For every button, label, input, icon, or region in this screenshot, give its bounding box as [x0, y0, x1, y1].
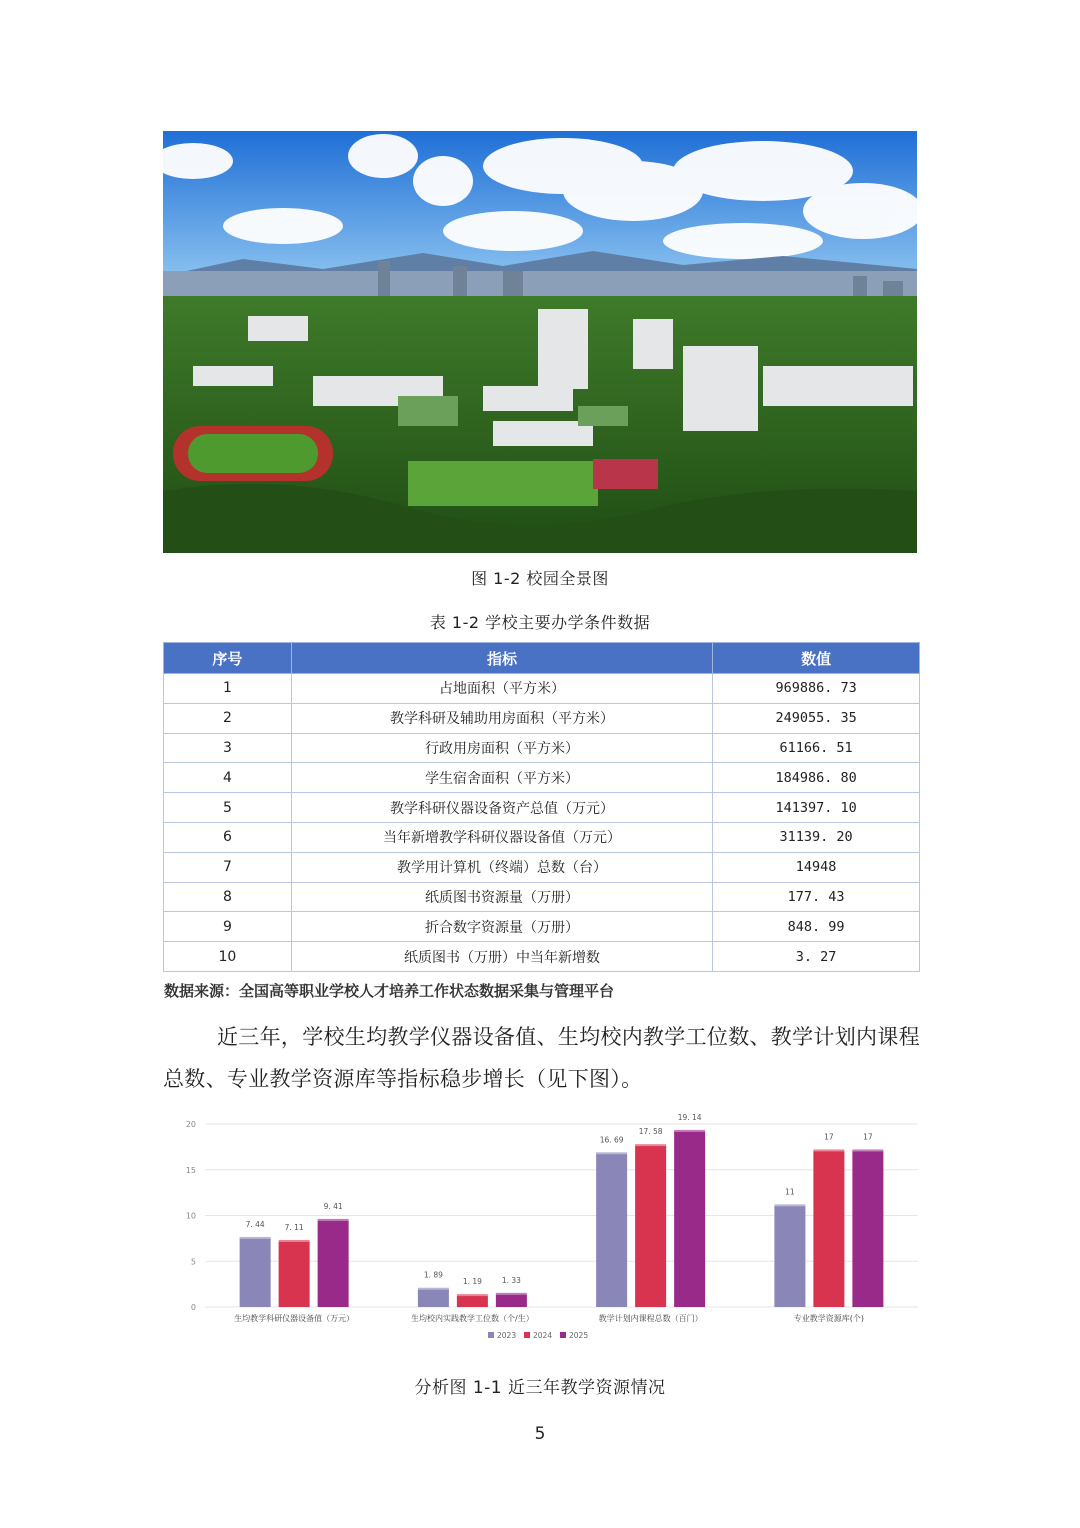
table-row — [164, 852, 920, 882]
header-index: 序号 — [164, 643, 292, 674]
bar-value-label: 7. 44 — [245, 1219, 265, 1229]
campus-panorama-photo — [163, 131, 917, 553]
cell-index: 7 — [164, 852, 292, 882]
bar — [774, 1206, 805, 1307]
table-row — [164, 912, 920, 942]
legend-swatch — [524, 1332, 530, 1338]
table-row — [164, 733, 920, 763]
cell-indicator: 占地面积（平方米） — [291, 674, 712, 704]
cell-value: 184986. 80 — [713, 763, 920, 793]
cell-index: 4 — [164, 763, 292, 793]
cell-value: 177. 43 — [713, 882, 920, 912]
bar-value-label: 17 — [824, 1132, 834, 1142]
bar-top — [813, 1149, 844, 1152]
legend-label: 2024 — [533, 1331, 553, 1340]
cell-indicator: 折合数字资源量（万册） — [291, 912, 712, 942]
x-category-label: 生均校内实践教学工位数（个/生） — [411, 1314, 534, 1323]
table-row — [164, 793, 920, 823]
cell-value: 141397. 10 — [713, 793, 920, 823]
cell-value: 848. 99 — [713, 912, 920, 942]
bar — [457, 1296, 488, 1307]
bar — [496, 1295, 527, 1307]
chart-caption: 分析图 1-1 近三年教学资源情况 — [414, 1378, 666, 1398]
bar-top — [418, 1288, 449, 1291]
cell-indicator: 教学用计算机（终端）总数（台） — [291, 852, 712, 882]
y-tick-label: 0 — [190, 1303, 196, 1312]
table-row — [164, 674, 920, 704]
legend-label: 2023 — [497, 1331, 517, 1340]
y-tick-label: 10 — [185, 1211, 196, 1221]
cell-index: 5 — [164, 793, 292, 823]
school-conditions-table — [163, 642, 920, 972]
cell-value: 61166. 51 — [713, 733, 920, 763]
x-category-label: 教学计划内课程总数（百门） — [598, 1314, 703, 1323]
bar — [596, 1154, 627, 1307]
bar — [279, 1242, 310, 1307]
cell-indicator: 行政用房面积（平方米） — [291, 733, 712, 763]
bar-top — [496, 1293, 527, 1296]
x-category-label: 专业教学资源库(个) — [793, 1314, 864, 1323]
table-header-row — [164, 643, 920, 674]
bar-top — [674, 1130, 705, 1133]
bar-top — [774, 1204, 805, 1207]
bar — [635, 1146, 666, 1307]
cell-index: 1 — [164, 674, 292, 704]
bar-value-label: 17 — [863, 1132, 873, 1142]
bar — [813, 1151, 844, 1307]
bar-value-label: 17. 58 — [638, 1127, 663, 1137]
bar-value-label: 11 — [785, 1187, 795, 1197]
cell-value: 31139. 20 — [713, 822, 920, 852]
legend-swatch — [560, 1332, 566, 1338]
cell-indicator: 当年新增教学科研仪器设备值（万元） — [291, 822, 712, 852]
legend-swatch — [488, 1332, 494, 1338]
figure-caption: 图 1-2 校园全景图 — [471, 569, 609, 588]
cell-indicator: 纸质图书（万册）中当年新增数 — [291, 942, 712, 972]
header-value: 数值 — [713, 643, 920, 674]
bar — [318, 1221, 349, 1307]
body-paragraph: 近三年，学校生均教学仪器设备值、生均校内教学工位数、教学计划内课程总数、专业教学资源库等指标稳步增长（见下图）。 — [163, 1025, 920, 1091]
bar-top — [596, 1152, 627, 1155]
x-category-label: 生均教学科研仪器设备值（万元） — [234, 1314, 355, 1323]
cell-index: 6 — [164, 822, 292, 852]
cell-index: 2 — [164, 703, 292, 733]
cell-value: 249055. 35 — [713, 703, 920, 733]
bar-value-label: 1. 19 — [462, 1277, 482, 1287]
y-tick-label: 15 — [185, 1165, 196, 1175]
cell-index: 10 — [164, 942, 292, 972]
cell-indicator: 纸质图书资源量（万册） — [291, 882, 712, 912]
bar-value-label: 9. 41 — [323, 1201, 343, 1211]
data-source-note: 数据来源：全国高等职业学校人才培养工作状态数据采集与管理平台 — [164, 982, 615, 1000]
bar — [240, 1239, 271, 1307]
bar-value-label: 16. 69 — [599, 1135, 624, 1145]
cell-index: 9 — [164, 912, 292, 942]
cell-value: 3. 27 — [713, 942, 920, 972]
header-indicator: 指标 — [291, 643, 712, 674]
table-row — [164, 942, 920, 972]
cell-index: 8 — [164, 882, 292, 912]
cell-indicator: 教学科研仪器设备资产总值（万元） — [291, 793, 712, 823]
table-row — [164, 882, 920, 912]
bar-top — [240, 1237, 271, 1240]
teaching-resources-chart — [170, 1110, 920, 1350]
bar-value-label: 7. 11 — [284, 1222, 304, 1232]
y-tick-label: 5 — [190, 1257, 196, 1267]
bar-value-label: 19. 14 — [677, 1112, 702, 1122]
page-number: 5 — [534, 1424, 546, 1444]
bar-top — [852, 1149, 883, 1152]
table-row — [164, 703, 920, 733]
cell-value: 14948 — [713, 852, 920, 882]
bar — [418, 1290, 449, 1307]
cell-index: 3 — [164, 733, 292, 763]
bar-top — [318, 1219, 349, 1222]
cell-value: 969886. 73 — [713, 674, 920, 704]
table-row — [164, 763, 920, 793]
bar — [674, 1132, 705, 1307]
table-title: 表 1-2 学校主要办学条件数据 — [429, 613, 651, 632]
chart-svg — [170, 1110, 920, 1350]
legend-label: 2025 — [569, 1331, 589, 1340]
bar — [852, 1151, 883, 1307]
table-row — [164, 822, 920, 852]
bar-value-label: 1. 89 — [423, 1270, 443, 1280]
cell-indicator: 教学科研及辅助用房面积（平方米） — [291, 703, 712, 733]
bar-top — [635, 1144, 666, 1147]
y-tick-label: 20 — [185, 1120, 196, 1129]
bar-top — [279, 1240, 310, 1243]
bar-value-label: 1. 33 — [501, 1275, 521, 1285]
bar-top — [457, 1294, 488, 1297]
cell-indicator: 学生宿舍面积（平方米） — [291, 763, 712, 793]
